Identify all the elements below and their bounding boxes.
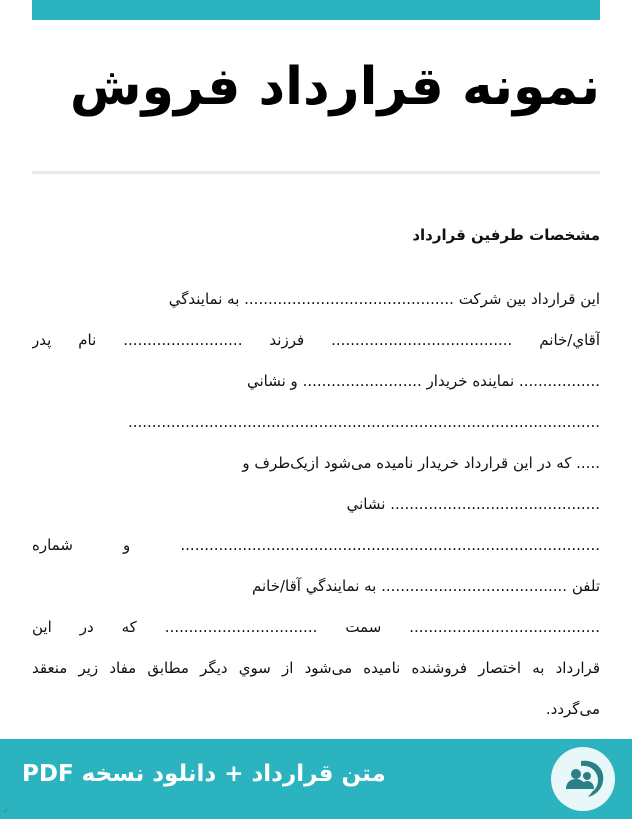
contract-line-6: ............................................ نشاني <box>346 495 600 513</box>
corner-mark: ٫ <box>4 804 7 814</box>
download-banner[interactable] <box>0 739 632 819</box>
contract-line-3: ................. نماينده خريدار ......................... و نشاني <box>246 372 600 390</box>
users-chat-icon <box>551 747 615 811</box>
download-banner-text[interactable]: متن قرارداد + دانلود نسخه PDF <box>22 761 386 787</box>
contract-line-5: ..... كه در اين قرارداد خريدار ناميده می‌شود ازیک‌طرف و <box>242 454 600 472</box>
contract-line-1: اين قرارداد بين شركت ............................................ به نمايندگي <box>168 290 600 308</box>
contract-line-11: می‌گردد. <box>545 700 600 718</box>
title-divider <box>32 171 600 174</box>
contract-line-2: آقاي/خانم ...................................... فرزند ......................... نام پدر <box>32 331 600 349</box>
top-accent-bar <box>32 0 600 20</box>
contract-line-4: ................................................................................................... <box>127 413 600 431</box>
section-heading: مشخصات طرفین قرارداد <box>412 226 600 244</box>
contract-line-10: قرارداد به اختصار فروشنده ناميده می‌شود از سوي ديگر مطابق مفاد زير منعقد <box>32 659 600 677</box>
contract-body <box>32 281 600 732</box>
contract-line-8: تلفن ....................................... به نمايندگي آقا/خانم <box>252 577 600 595</box>
page-title: نمونه قرارداد فروش <box>69 57 600 117</box>
contract-line-7: ........................................................................................ و شماره <box>32 536 600 554</box>
contract-line-9: ........................................ سمت ................................ كه در اين <box>32 618 600 636</box>
